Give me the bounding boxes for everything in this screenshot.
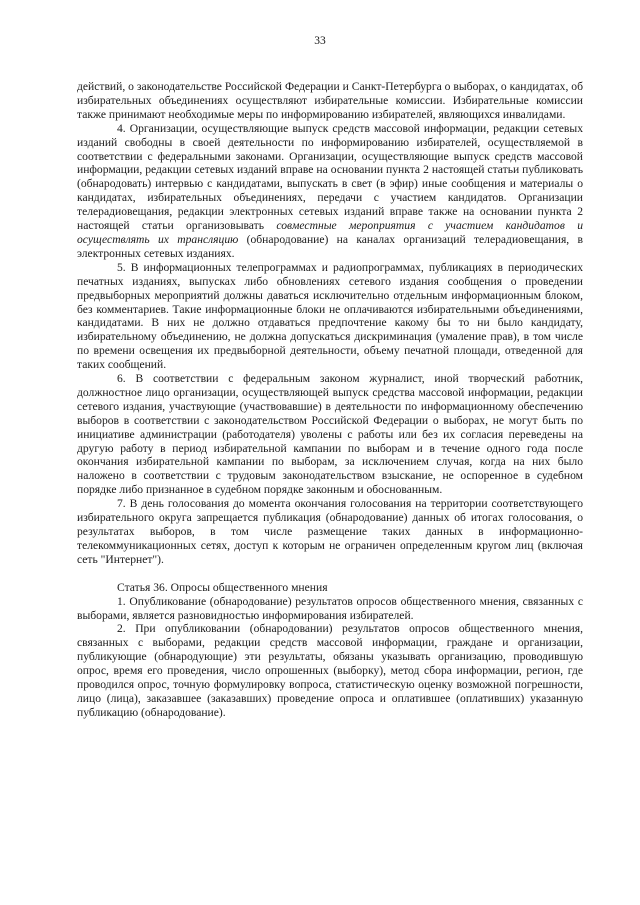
paragraph-item-6: 6. В соответствии с федеральным законом журналист, иной творческий работник, должностное лицо организации, осуществляющей выпуск средства массовой информации, редакции сетевого издания, участвующие (участвовавшие) в деятельности по информационному обеспечению выборов в соответствии с законодательством Российской Федерации о выборах, не могут быть по инициативе администрации (работодателя) уволены с работы или без их согласия переведены на другую работу в период избирательной кампании по выборам и в течение одного года после окончания избирательной кампании по выборам, за исключением случая, когда на них было наложено в соответствии с трудовым законодательством взыскание, не оспоренное в судебном порядке либо признанное в судебном порядке законным и обоснованным.: [77, 372, 583, 497]
item-4-text-a: 4. Организации, осуществляющие выпуск средств массовой информации, редакции сетевых изданий свободны в своей деятельности по информированию избирателей, осуществляемой в соответствии с федеральными законами. Организации, осуществляющие выпуск средств массовой информации, редакции сетевых изданий вправе на основании пункта 2 настоящей статьи публиковать (обнародовать) интервью с кандидатами, выпускать в свет (в эфир) иные сообщения и материалы о кандидатах, избирательных объединениях, передачи с участием кандидатов. Организации телерадиовещания, редакции электронных сетевых изданий вправе также на основании пункта 2 настоящей статьи организовывать: [77, 121, 583, 233]
article-heading: Статья 36. Опросы общественного мнения: [117, 580, 328, 594]
paragraph-continuation: действий, о законодательстве Российской Федерации и Санкт-Петербурга о выборах, о кандидатах, об избирательных объединениях осуществляют избирательные комиссии. Избирательные комиссии также принимают необходимые меры по информированию избирателей, являющихся инвалидами.: [77, 80, 583, 121]
document-body: [77, 80, 583, 720]
item-4-italic-text: совместные мероприятия с участием кандидатов и осуществлять их трансляцию: [77, 219, 583, 246]
page-number: 33: [314, 35, 326, 47]
item-4-text-c: (обнародование) на каналах организаций телерадиовещания, в электронных сетевых изданиях.: [77, 232, 583, 260]
paragraph-item-7: 7. В день голосования до момента окончания голосования на территории соответствующего избирательного округа запрещается публикация (обнародование) данных об итогах голосования, о результатах выборов, в том числе размещение таких данных в информационно-телекоммуникационных сетях, доступ к которым не ограничен определенным кругом лиц (включая сеть "Интернет").: [77, 497, 583, 566]
article-item-1: 1. Опубликование (обнародование) результатов опросов общественного мнения, связанных с выборами, является разновидностью информирования избирателей.: [77, 594, 583, 622]
paragraph-item-5: 5. В информационных телепрограммах и радиопрограммах, публикациях в периодических печатных изданиях, выпусках либо обновлениях сетевого издания сообщения о проведении предвыборных мероприятий должны даваться исключительно отдельным информационным блоком, без комментариев. Такие информационные блоки не оплачиваются избирательными объединениями, кандидатами. В них не должно отдаваться предпочтение какому бы то ни было кандидату, избирательному объединению, не должна допускаться дискриминация (умаление прав), в том числе по времени освещения их предвыборной деятельности, объему печатной площади, отведенной для таких сообщений.: [77, 260, 583, 372]
article-item-2: 2. При опубликовании (обнародовании) результатов опросов общественного мнения, связанных с выборами, редакции средств массовой информации, граждане и организации, публикующие (обнародующие) эти результаты, обязаны указывать организацию, проводившую опрос, время его проведения, число опрошенных (выборку), метод сбора информации, регион, где проводился опрос, точную формулировку вопроса, статистическую оценку возможной погрешности, лицо (лица), заказавшее (заказавших) проведение опроса и оплатившее (оплативших) указанную публикацию (обнародование).: [77, 622, 583, 719]
paragraph-item-4: [77, 122, 583, 261]
